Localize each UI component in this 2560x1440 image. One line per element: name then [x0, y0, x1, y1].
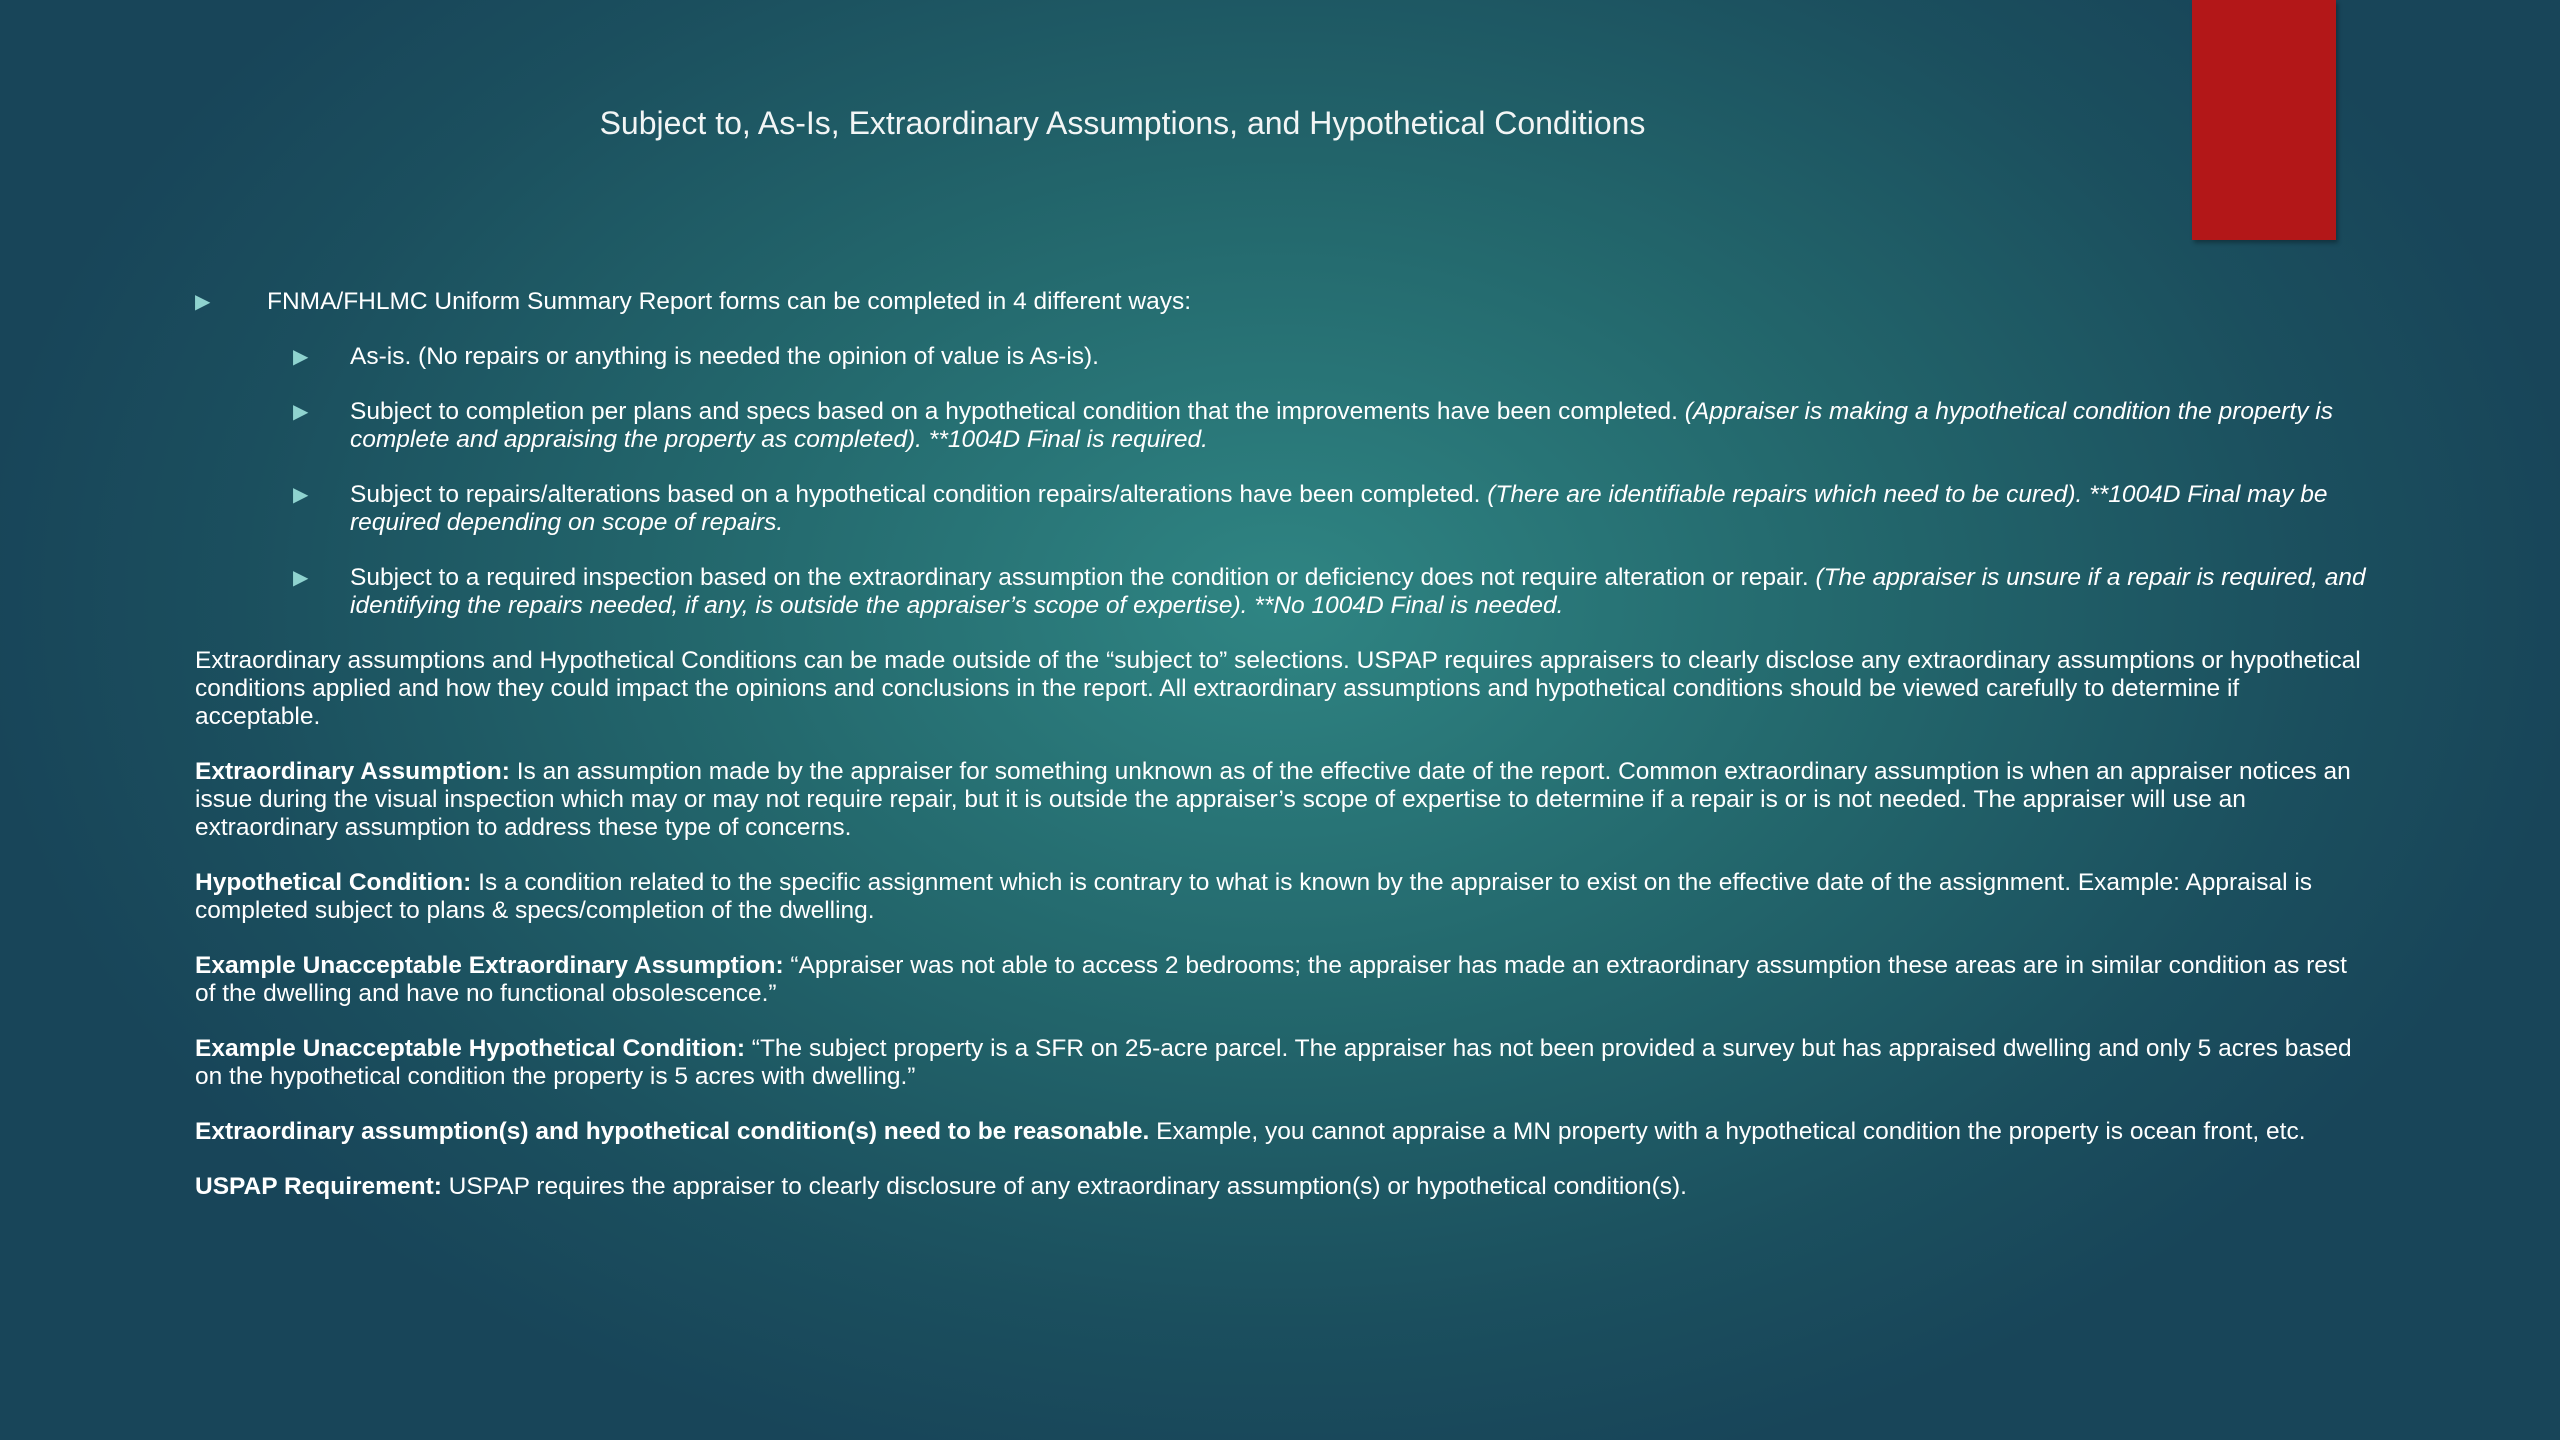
paragraph-text: Extraordinary assumptions and Hypothetical Conditions can be made outside of the “subject to” selections. USPAP requires appraisers to clearly disclose any extraordinary assumptions or hypothetical conditions applied and how they could impact the opinions and conclusions in the report. All extraordinary assumptions and hypothetical conditions should be viewed carefully to determine if acceptable. [195, 647, 2361, 730]
triangle-right-icon: ▶ [293, 484, 309, 506]
bullet-italic-note: (The appraiser is unsure if a repair is required, and identifying the repairs needed, if any, is outside the appraiser’s scope of expertise). **No 1004D Final is needed. [350, 564, 2366, 619]
triangle-right-icon: ▶ [195, 291, 211, 313]
paragraph-label: USPAP Requirement: [195, 1173, 442, 1200]
paragraph-label: Hypothetical Condition: [195, 869, 472, 896]
bullet-intro-text: FNMA/FHLMC Uniform Summary Report forms can be completed in 4 different ways: [267, 288, 1192, 315]
paragraph-overview [195, 647, 2370, 731]
slide-body [195, 288, 2370, 1228]
paragraph-extraordinary-assumption [195, 758, 2370, 842]
paragraph-label: Example Unacceptable Extraordinary Assumption: [195, 952, 784, 979]
bullet-option-subject-to-repairs [195, 481, 2370, 537]
paragraph-label: Extraordinary Assumption: [195, 758, 510, 785]
paragraph-text: Is a condition related to the specific assignment which is contrary to what is known by the appraiser to exist on the effective date of the assignment. Example: Appraisal is completed subject to plans & specs/completion of the dwelling. [195, 869, 2313, 924]
triangle-right-icon: ▶ [293, 346, 309, 368]
slide-title: Subject to, As-Is, Extraordinary Assumptions, and Hypothetical Conditions [599, 105, 1646, 141]
paragraph-text: Example, you cannot appraise a MN property with a hypothetical condition the property is ocean front, etc. [1149, 1118, 2306, 1145]
paragraph-text: “The subject property is a SFR on 25-acre parcel. The appraiser has not been provided a survey but has appraised dwelling and only 5 acres based on the hypothetical condition the property is 5 acres with dwelling.” [195, 1035, 2352, 1090]
paragraph-text: “Appraiser was not able to access 2 bedrooms; the appraiser has made an extraordinary assumption these areas are in similar condition as rest of the dwelling and have no functional obsolescence.” [195, 952, 2347, 1007]
paragraph-unacceptable-hc-example [195, 1035, 2370, 1091]
paragraph-label: Extraordinary assumption(s) and hypothetical condition(s) need to be reasonable. [195, 1118, 1150, 1145]
bullet-intro [195, 288, 2370, 316]
paragraph-unacceptable-ea-example [195, 952, 2370, 1008]
bullet-option-as-is [195, 343, 2370, 371]
bullet-text: Subject to a required inspection based on the extraordinary assumption the condition or deficiency does not require alteration or repair. [350, 564, 1816, 591]
bullet-italic-note: (There are identifiable repairs which need to be cured). **1004D Final may be required depending on scope of repairs. [350, 481, 2328, 536]
triangle-right-icon: ▶ [293, 401, 309, 423]
paragraph-text: USPAP requires the appraiser to clearly disclosure of any extraordinary assumption(s) or hypothetical condition(s). [441, 1173, 1687, 1200]
bullet-option-subject-to-inspection [195, 564, 2370, 620]
paragraph-text: Is an assumption made by the appraiser for something unknown as of the effective date of the report. Common extraordinary assumption is when an appraiser notices an issue during the visual inspection which may or may not require repair, but it is outside the appraiser’s scope of expertise to determine if a repair is or is not needed. The appraiser will use an extraordinary assumption to address these type of concerns. [195, 758, 2351, 841]
paragraph-reasonableness [195, 1118, 2370, 1146]
bullet-italic-note: (Appraiser is making a hypothetical condition the property is complete and appraising the property as completed). **1004D Final is required. [350, 398, 2333, 453]
bullet-text: Subject to completion per plans and specs based on a hypothetical condition that the improvements have been completed. [350, 398, 1685, 425]
triangle-right-icon: ▶ [293, 567, 309, 589]
paragraph-label: Example Unacceptable Hypothetical Condition: [195, 1035, 745, 1062]
bullet-text: Subject to repairs/alterations based on a hypothetical condition repairs/alterations have been completed. [350, 481, 1488, 508]
bullet-option-subject-to-completion [195, 398, 2370, 454]
bullet-text: As-is. (No repairs or anything is needed the opinion of value is As-is). [350, 343, 1099, 370]
paragraph-uspap-requirement [195, 1173, 2370, 1201]
paragraph-hypothetical-condition [195, 869, 2370, 925]
